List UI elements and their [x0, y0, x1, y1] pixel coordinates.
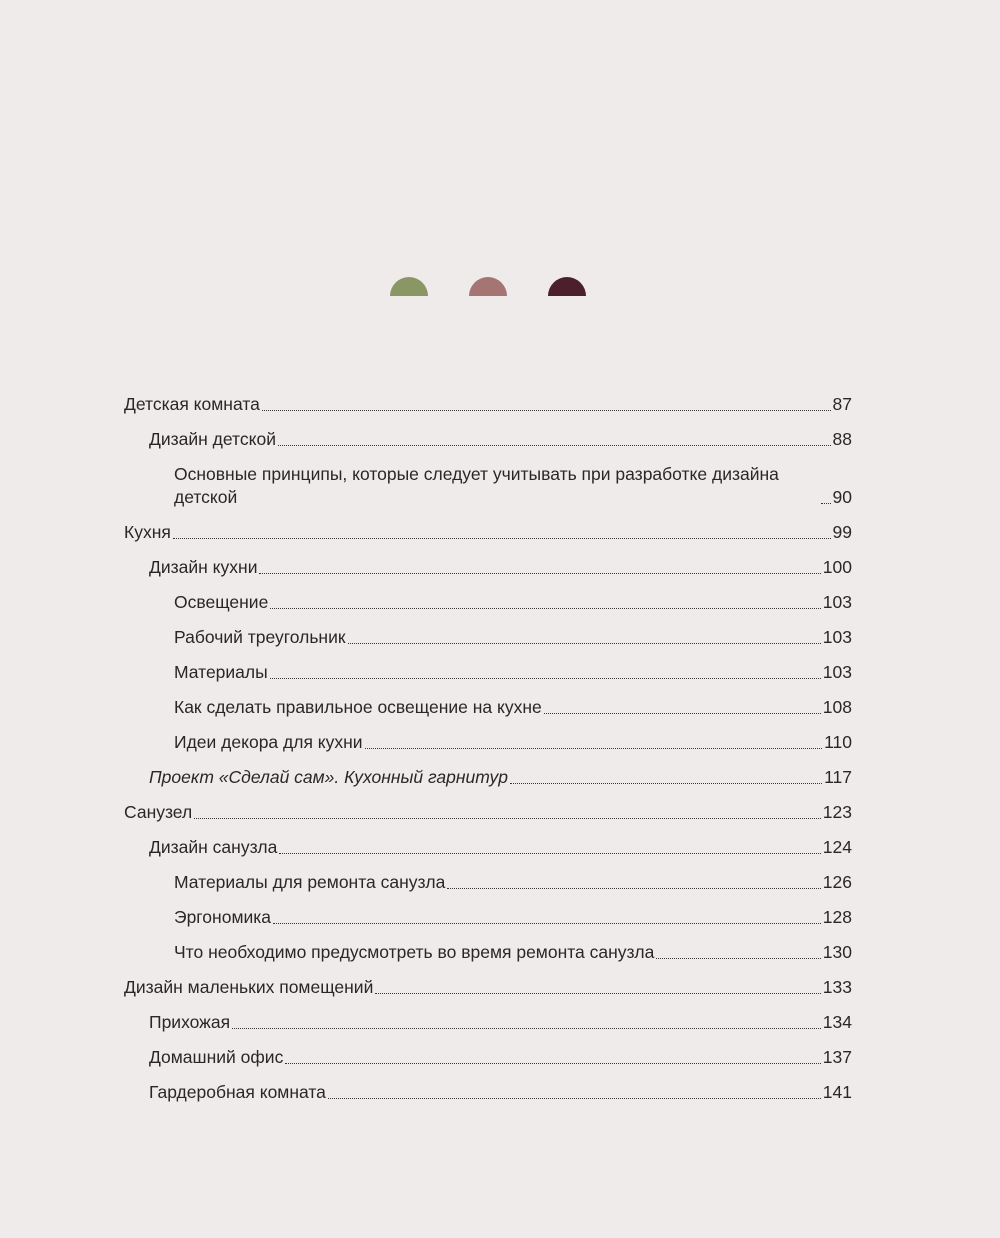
semicircle-green-icon — [390, 277, 428, 296]
toc-entry-page-number: 103 — [822, 627, 852, 647]
toc-entry-page-number: 88 — [832, 429, 852, 449]
dot-leader — [510, 783, 822, 784]
toc-entry[interactable] — [124, 731, 852, 754]
toc-entry[interactable] — [124, 871, 852, 894]
toc-entry[interactable] — [124, 463, 852, 509]
toc-entry-page-number: 100 — [822, 557, 852, 577]
dot-leader — [278, 445, 831, 446]
toc-entry-page-number: 133 — [822, 977, 852, 997]
toc-entry[interactable] — [124, 1011, 852, 1034]
dot-leader — [285, 1063, 820, 1064]
toc-entry-page-number: 103 — [822, 662, 852, 682]
toc-entry-title: Прихожая — [149, 1012, 231, 1032]
toc-entry-title: Детская комната — [124, 394, 260, 414]
dot-leader — [259, 573, 820, 574]
toc-entry[interactable] — [124, 696, 852, 719]
toc-entry-title: Освещение — [174, 592, 269, 612]
dot-leader — [348, 643, 821, 644]
toc-entry[interactable] — [124, 976, 852, 999]
toc-entry[interactable] — [124, 626, 852, 649]
toc-entry-page-number: 126 — [822, 872, 852, 892]
toc-entry-page-number: 134 — [822, 1012, 852, 1032]
toc-entry-page-number: 99 — [832, 522, 852, 542]
dot-leader — [447, 888, 820, 889]
toc-entry-title: Дизайн санузла — [149, 837, 278, 857]
toc-entry[interactable] — [124, 836, 852, 859]
toc-entry-title: Дизайн маленьких помещений — [124, 977, 374, 997]
toc-entry-title: Проект «Сделай сам». Кухонный гарнитур — [149, 767, 508, 787]
dot-leader — [544, 713, 821, 714]
toc-entry-title: Санузел — [124, 802, 193, 822]
toc-entry-page-number: 103 — [822, 592, 852, 612]
semicircle-rose-icon — [469, 277, 507, 296]
dot-leader — [375, 993, 820, 994]
dot-leader — [232, 1028, 821, 1029]
toc-entry-page-number: 108 — [822, 697, 852, 717]
dot-leader — [262, 410, 831, 411]
toc-entry-page-number: 141 — [822, 1082, 852, 1102]
dot-leader — [328, 1098, 821, 1099]
table-of-contents — [124, 393, 852, 1116]
toc-entry-page-number: 123 — [822, 802, 852, 822]
toc-entry[interactable] — [124, 1046, 852, 1069]
toc-entry-page-number: 130 — [822, 942, 852, 962]
toc-entry-title: Дизайн кухни — [149, 557, 258, 577]
toc-entry-title: Эргономика — [174, 907, 272, 927]
toc-entry[interactable] — [124, 428, 852, 451]
toc-entry-title: Дизайн детской — [149, 429, 276, 449]
toc-entry[interactable] — [124, 521, 852, 544]
decorative-ornament — [0, 277, 1000, 297]
toc-entry[interactable] — [124, 1081, 852, 1104]
toc-entry[interactable] — [124, 906, 852, 929]
dot-leader — [173, 538, 831, 539]
dot-leader — [656, 958, 820, 959]
dot-leader — [270, 678, 821, 679]
toc-entry-page-number: 90 — [832, 487, 852, 507]
toc-entry-page-number: 110 — [824, 732, 852, 752]
toc-entry[interactable] — [124, 661, 852, 684]
dot-leader — [270, 608, 820, 609]
toc-entry-title: Материалы — [174, 662, 268, 682]
toc-entry-title: Как сделать правильное освещение на кухне — [174, 697, 542, 717]
dot-leader — [365, 748, 823, 749]
toc-entry[interactable] — [124, 801, 852, 824]
toc-entry-page-number: 137 — [822, 1047, 852, 1067]
toc-entry-title: Гардеробная комната — [149, 1082, 326, 1102]
toc-entry[interactable] — [124, 941, 852, 964]
toc-entry-title: Что необходимо предусмотреть во время ремонта санузла — [174, 942, 655, 962]
dot-leader — [821, 503, 831, 504]
dot-leader — [273, 923, 821, 924]
toc-entry[interactable] — [124, 766, 852, 789]
toc-entry-title: Домашний офис — [149, 1047, 284, 1067]
toc-entry-title: Идеи декора для кухни — [174, 732, 363, 752]
toc-entry-page-number: 128 — [822, 907, 852, 927]
dot-leader — [279, 853, 820, 854]
toc-entry-page-number: 124 — [822, 837, 852, 857]
semicircle-burgundy-icon — [548, 277, 586, 296]
toc-entry[interactable] — [124, 556, 852, 579]
toc-entry-title: Рабочий треугольник — [174, 627, 346, 647]
toc-entry[interactable] — [124, 591, 852, 614]
dot-leader — [194, 818, 821, 819]
toc-entry-title: Материалы для ремонта санузла — [174, 872, 446, 892]
toc-entry-page-number: 87 — [832, 394, 852, 414]
toc-entry[interactable] — [124, 393, 852, 416]
toc-entry-title: Основные принципы, которые следует учитывать при разработке дизайна детской — [174, 464, 779, 507]
toc-entry-title: Кухня — [124, 522, 171, 542]
toc-entry-page-number: 117 — [824, 767, 852, 787]
